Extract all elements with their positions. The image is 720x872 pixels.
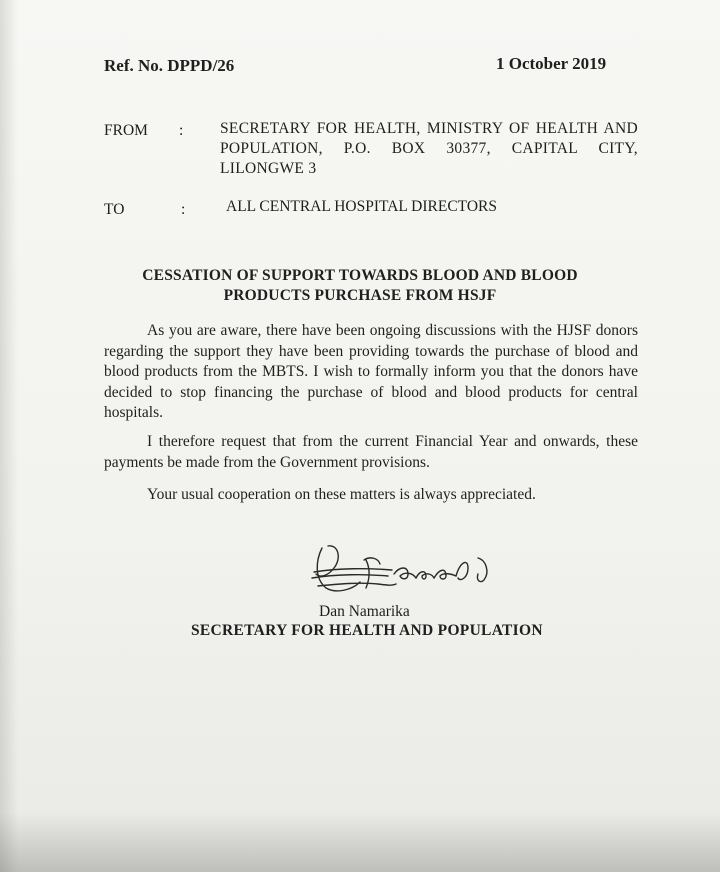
to-colon: : — [181, 201, 186, 218]
body-paragraph-2: I therefore request that from the current Financial Year and onwards, these payments be made from the Government provisions. — [104, 433, 638, 471]
handwritten-signature — [308, 538, 508, 598]
letter-subject: CESSATION OF SUPPORT TOWARDS BLOOD AND BLOOD PRODUCTS PURCHASE FROM HSJF — [142, 267, 578, 304]
letter-date: 1 October 2019 — [496, 54, 607, 73]
signer-title: SECRETARY FOR HEALTH AND POPULATION — [191, 622, 543, 639]
page-shadow-left — [0, 0, 18, 872]
from-colon: : — [179, 122, 184, 139]
reference-number: Ref. No. DPPD/26 — [104, 56, 235, 75]
body-paragraph-1: As you are aware, there have been ongoing discussions with the HJSF donors regarding the support they have been providing towards the purchase of blood and blood products from the MBTS. I wish to formally inform you that the donors have decided to stop financing the purchase of blood and blood products for central hospitals. — [104, 322, 638, 421]
to-label: TO — [104, 201, 125, 218]
to-value: ALL CENTRAL HOSPITAL DIRECTORS — [226, 198, 498, 215]
from-value: SECRETARY FOR HEALTH, MINISTRY OF HEALTH AND POPULATION, P.O. BOX 30377, CAPITAL CITY, LILONGWE 3 — [220, 120, 638, 177]
page-shadow-bottom — [0, 812, 720, 872]
from-label: FROM — [104, 122, 148, 139]
body-paragraph-3: Your usual cooperation on these matters is always appreciated. — [147, 486, 536, 503]
signer-name: Dan Namarika — [319, 603, 410, 620]
